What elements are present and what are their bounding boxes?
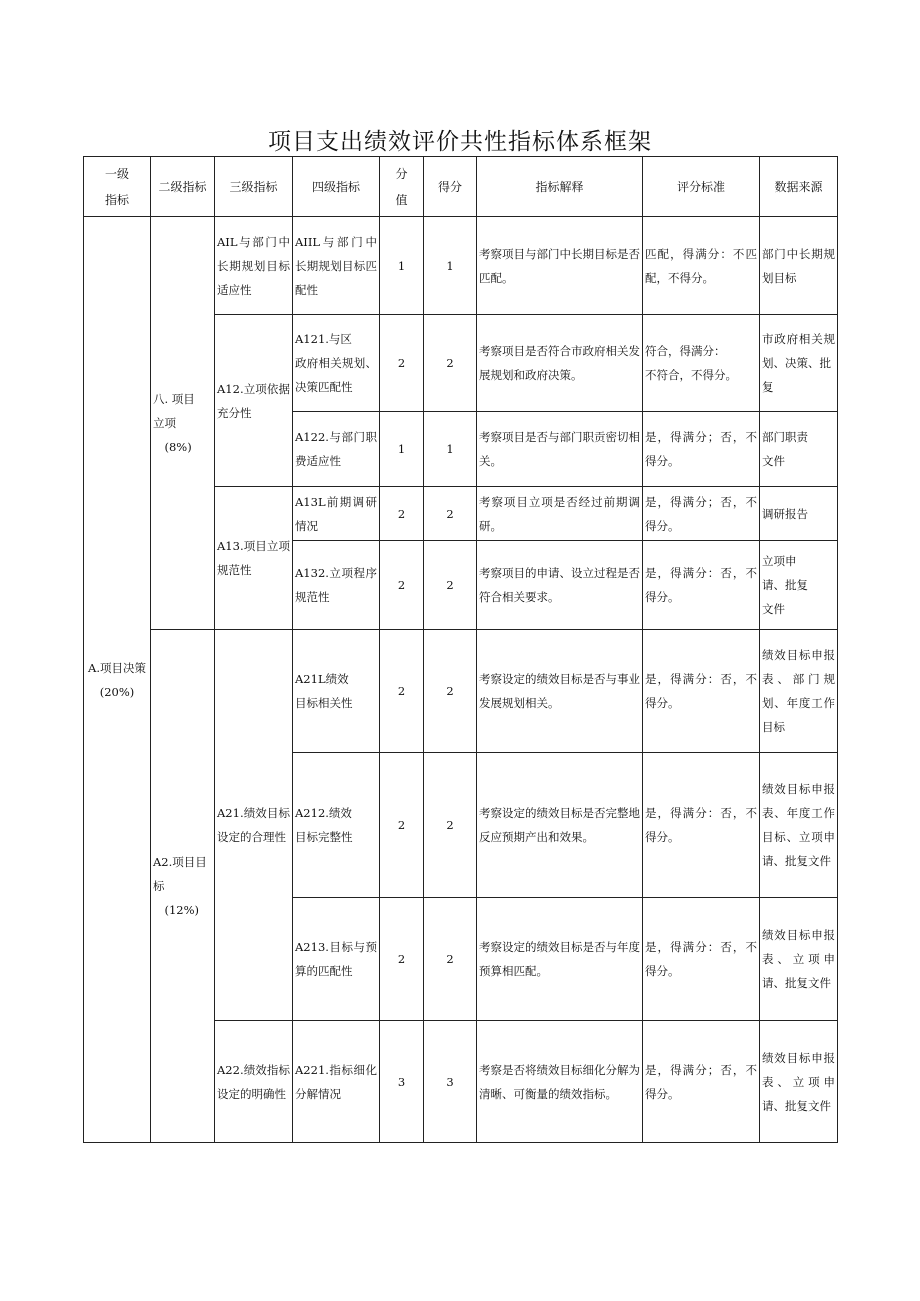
level1-cell-a: A.项目决策 (20%): [84, 217, 151, 1143]
source-cell: 部门职责 文件: [760, 412, 838, 487]
source-cell: 绩效目标申报表、年度工作目标、立项申请、批复文件: [760, 753, 838, 898]
criteria-cell: 是，得满分：否，不得分。: [643, 630, 760, 753]
level3-cell-a22: A22.绩效指标设定的明确性: [215, 1021, 293, 1143]
source-cell: 绩效目标申报表、立项申请、批复文件: [760, 1021, 838, 1143]
explanation-cell: 考察项目立项是否经过前期调研。: [477, 487, 643, 541]
points-cell: 2: [380, 898, 424, 1021]
explanation-cell: 考察项目是否符合市政府相关发展规划和政府决策。: [477, 315, 643, 412]
page-title: 项目支出绩效评价共性指标体系框架: [268, 129, 652, 155]
level3-cell-a21: A21.绩效目标设定的合理性: [215, 630, 293, 1021]
header-level2: 二级指标: [151, 157, 215, 217]
points-cell: 2: [380, 753, 424, 898]
level2-cell-a2: A2.项目目 标 (12%): [151, 630, 215, 1143]
level4-cell: A213.目标与预算的匹配性: [293, 898, 380, 1021]
level4-cell: A13L前期调研情况: [293, 487, 380, 541]
header-points: 分 值: [380, 157, 424, 217]
level3-cell-a11: AIL与部门中长期规划目标适应性: [215, 217, 293, 315]
source-cell: 绩效目标申报表、立项申请、批复文件: [760, 898, 838, 1021]
explanation-cell: 考察项目的申请、设立过程是否符合相关要求。: [477, 541, 643, 630]
points-cell: 2: [380, 541, 424, 630]
score-cell: 2: [424, 315, 477, 412]
header-criteria: 评分标准: [643, 157, 760, 217]
header-explanation: 指标解释: [477, 157, 643, 217]
header-level3: 三级指标: [215, 157, 293, 217]
source-cell: 调研报告: [760, 487, 838, 541]
level4-cell: A221.指标细化分解情况: [293, 1021, 380, 1143]
level3-cell-a12: A12.立项依据充分性: [215, 315, 293, 487]
level4-cell: A121.与区 政府相关规划、决策匹配性: [293, 315, 380, 412]
criteria-cell: 是，得满分：否，不得分。: [643, 753, 760, 898]
table-row: [84, 217, 838, 315]
level3-cell-a13: A13.项目立项规范性: [215, 487, 293, 630]
points-cell: 2: [380, 487, 424, 541]
criteria-cell: 符合，得满分： 不符合，不得分。: [643, 315, 760, 412]
score-cell: 1: [424, 217, 477, 315]
explanation-cell: 考察设定的绩效目标是否与事业发展规划相关。: [477, 630, 643, 753]
points-cell: 3: [380, 1021, 424, 1143]
table-row: [84, 630, 838, 753]
score-cell: 1: [424, 412, 477, 487]
score-cell: 2: [424, 898, 477, 1021]
level4-cell: A132.立项程序规范性: [293, 541, 380, 630]
header-level4: 四级指标: [293, 157, 380, 217]
criteria-cell: 匹配，得满分：不匹配，不得分。: [643, 217, 760, 315]
level2-cell-a1: 八. 项目 立项 (8%): [151, 217, 215, 630]
explanation-cell: 考察项目与部门中长期目标是否匹配。: [477, 217, 643, 315]
points-cell: 1: [380, 217, 424, 315]
explanation-cell: 考察设定的绩效目标是否完整地反应预期产出和效果。: [477, 753, 643, 898]
criteria-cell: 是，得满分：否，不得分。: [643, 541, 760, 630]
points-cell: 2: [380, 315, 424, 412]
indicator-table: [83, 156, 838, 1143]
score-cell: 3: [424, 1021, 477, 1143]
criteria-cell: 是，得满分；否，不得分。: [643, 1021, 760, 1143]
score-cell: 2: [424, 630, 477, 753]
source-cell: 市政府相关规划、决策、批 复: [760, 315, 838, 412]
level4-cell: A212.绩效 目标完整性: [293, 753, 380, 898]
header-score: 得分: [424, 157, 477, 217]
header-level1: 一级 指标: [84, 157, 151, 217]
explanation-cell: 考察设定的绩效目标是否与年度预算相匹配。: [477, 898, 643, 1021]
header-source: 数据来源: [760, 157, 838, 217]
points-cell: 2: [380, 630, 424, 753]
header-row: [84, 157, 838, 217]
criteria-cell: 是，得满分；否，不得分。: [643, 412, 760, 487]
score-cell: 2: [424, 487, 477, 541]
points-cell: 1: [380, 412, 424, 487]
level4-cell: A21L绩效 目标相关性: [293, 630, 380, 753]
explanation-cell: 考察是否将绩效目标细化分解为清晰、可衡量的绩效指标。: [477, 1021, 643, 1143]
score-cell: 2: [424, 541, 477, 630]
level4-cell: AIIL与部门中长期规划目标匹配性: [293, 217, 380, 315]
source-cell: 绩效目标申报表、部门规划、年度工作目标: [760, 630, 838, 753]
criteria-cell: 是，得满分；否，不得分。: [643, 487, 760, 541]
source-cell: 部门中长期规划目标: [760, 217, 838, 315]
score-cell: 2: [424, 753, 477, 898]
criteria-cell: 是，得满分：否，不得分。: [643, 898, 760, 1021]
explanation-cell: 考察项目是否与部门职贡密切相关。: [477, 412, 643, 487]
source-cell: 立项申 请、批复 文件: [760, 541, 838, 630]
level4-cell: A122.与部门职费适应性: [293, 412, 380, 487]
